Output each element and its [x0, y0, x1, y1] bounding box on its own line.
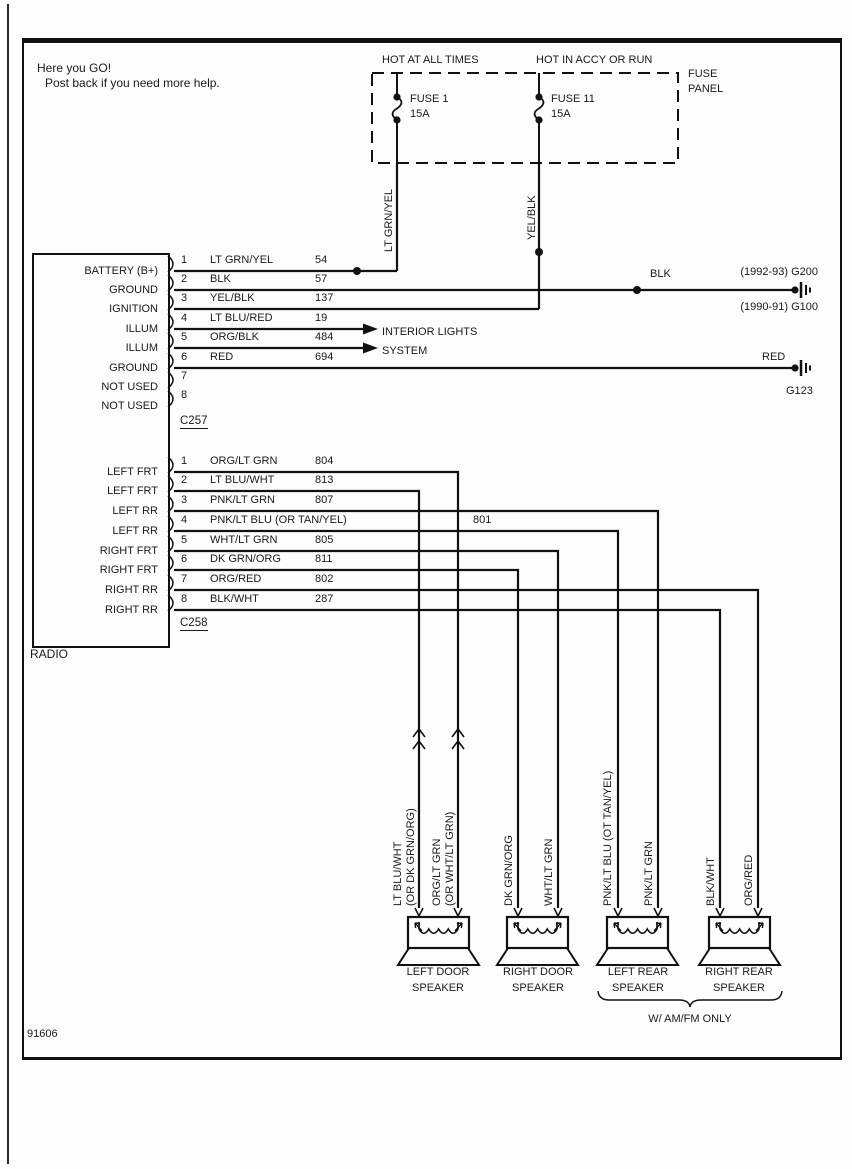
c257-pin3-circuit: 137 — [315, 292, 334, 304]
blk-wire-label: BLK — [650, 268, 671, 280]
fuse-panel-title-line1: FUSE — [688, 68, 718, 80]
note-line2: Post back if you need more help. — [45, 76, 220, 90]
speaker-left-rear-name-line2: SPEAKER — [612, 982, 664, 994]
speaker-wire-label-5: PNK/LT BLU (OT TAN/YEL) — [602, 770, 614, 906]
c258-pin4-circuit: 801 — [473, 514, 492, 526]
c257-pin4-function: ILLUM — [125, 323, 158, 335]
c257-pin6-color: RED — [210, 351, 234, 363]
speaker-right-rear-name-line1: RIGHT REAR — [705, 966, 773, 978]
speaker-wire-label-3: DK GRN/ORG — [503, 835, 515, 906]
c257-pin1-num: 1 — [181, 254, 188, 266]
c258-pin1-num: 1 — [181, 455, 188, 467]
amfm-only-note: W/ AM/FM ONLY — [648, 1013, 732, 1025]
speaker-wire-label-1 — [392, 808, 417, 906]
c257-pin2-color: BLK — [210, 273, 231, 285]
c258-pin6-circuit: 811 — [315, 553, 333, 565]
ground-g123-label: G123 — [786, 385, 813, 397]
c258-pin2-circuit: 813 — [315, 474, 334, 486]
c257-pin4-num: 4 — [181, 312, 188, 324]
c258-pin5-function: RIGHT FRT — [99, 545, 158, 557]
interior-lights-label-line1: INTERIOR LIGHTS — [382, 326, 478, 338]
c258-pin2-function: LEFT FRT — [107, 485, 158, 497]
speaker-right-door-name-line1: RIGHT DOOR — [502, 966, 574, 978]
speaker-left-door-name-line1: LEFT DOOR — [406, 966, 470, 978]
red-wire-label: RED — [762, 351, 786, 363]
c258-pin7-num: 7 — [181, 573, 188, 585]
c258-pin7-function: RIGHT RR — [105, 584, 158, 596]
c257-pin7-num: 7 — [181, 370, 188, 382]
speaker-left-door-symbol — [398, 917, 479, 965]
c258-pin4-num: 4 — [181, 514, 188, 526]
c258-pin1-function: LEFT FRT — [107, 466, 158, 478]
c257-pin7-function: NOT USED — [101, 381, 158, 393]
c258-pin6-num: 6 — [181, 553, 188, 565]
fuse1-symbol — [393, 73, 402, 163]
speaker-wire-label-8: ORG/RED — [743, 854, 755, 906]
fuse1-feed-wire-label: LT GRN/YEL — [383, 188, 395, 252]
c258-pin1-color: ORG/LT GRN — [210, 455, 278, 467]
speaker-wire-label-1-line1: LT BLU/WHT — [392, 841, 404, 906]
speaker-right-rear-name-line2: SPEAKER — [713, 982, 765, 994]
c257-pin3-color: YEL/BLK — [210, 292, 255, 304]
c257-pin6-num: 6 — [181, 351, 188, 363]
ground-g200-label: (1992-93) G200 — [740, 266, 818, 278]
c258-pin6-color: DK GRN/ORG — [210, 553, 281, 565]
c257-pin2-num: 2 — [181, 273, 188, 285]
wire-break-chevrons — [413, 729, 464, 749]
connector-c258-label: C258 — [180, 617, 208, 629]
c258-pin3-circuit: 807 — [315, 494, 334, 506]
c257-pin4-color: LT BLU/RED — [210, 312, 273, 324]
c257-pin4-circuit: 19 — [315, 312, 328, 324]
c258-pin2-color: LT BLU/WHT — [210, 474, 275, 486]
c257-pin1-circuit: 54 — [315, 254, 328, 266]
fuse11-name: FUSE 11 — [551, 93, 595, 105]
c257-pin2-function: GROUND — [109, 284, 158, 296]
c257-pin3-function: IGNITION — [109, 303, 158, 315]
speaker-wire-label-2-line2: (OR WHT/LT GRN) — [443, 811, 456, 906]
ground-g100-label: (1990-91) G100 — [740, 301, 818, 313]
speaker-left-door-name-line2: SPEAKER — [412, 982, 464, 994]
note-line1: Here you GO! — [37, 61, 112, 75]
speaker-right-door-name-line2: SPEAKER — [512, 982, 564, 994]
c257-pin3-num: 3 — [181, 292, 188, 304]
speaker-right-rear-symbol — [699, 917, 780, 965]
c257-pin5-circuit: 484 — [315, 331, 334, 343]
c257-pin6-circuit: 694 — [315, 351, 334, 363]
c258-pin5-color: WHT/LT GRN — [210, 534, 278, 546]
c257-pin5-num: 5 — [181, 331, 188, 343]
c258-pin8-color: BLK/WHT — [210, 593, 259, 605]
fuse1-name: FUSE 1 — [410, 93, 449, 105]
fuse-feed-wires — [397, 163, 543, 309]
c258-pin8-circuit: 287 — [315, 593, 334, 605]
doc-number: 91606 — [27, 1028, 58, 1040]
connector-c257-label: C257 — [180, 415, 208, 427]
fuse11-symbol — [535, 73, 544, 163]
c257-pin8-num: 8 — [181, 389, 188, 401]
c257-pin5-function: ILLUM — [125, 342, 158, 354]
c258-pin7-circuit: 802 — [315, 573, 334, 585]
c257-pin1-function: BATTERY (B+) — [84, 265, 158, 277]
speaker-right-door-symbol — [497, 917, 578, 965]
c258-pin7-color: ORG/RED — [210, 573, 262, 585]
radio-label: RADIO — [30, 647, 69, 661]
ground-g200-symbol — [791, 282, 810, 298]
c257-pin1-color: LT GRN/YEL — [210, 254, 274, 266]
speaker-entry-arrows — [415, 908, 762, 916]
c258-pin3-num: 3 — [181, 494, 188, 506]
c258-pin5-num: 5 — [181, 534, 188, 546]
c258-pin8-num: 8 — [181, 593, 188, 605]
c258-pin4-function: LEFT RR — [112, 525, 158, 537]
speaker-wire-label-2 — [431, 812, 456, 906]
ground-g123-symbol — [791, 360, 810, 376]
c257-pin2-circuit: 57 — [315, 273, 328, 285]
c258-pin3-function: LEFT RR — [112, 505, 158, 517]
c258-pin3-color: PNK/LT GRN — [210, 494, 275, 506]
interior-lights-label-line2: SYSTEM — [382, 345, 428, 357]
c258-pin1-circuit: 804 — [315, 455, 334, 467]
c258-pin2-num: 2 — [181, 474, 188, 486]
speaker-wire-label-1-line2: (OR DK GRN/ORG) — [404, 808, 417, 906]
speaker-left-rear-name-line1: LEFT REAR — [607, 966, 669, 978]
c258-pin8-function: RIGHT RR — [105, 604, 158, 616]
fuse1-rating: 15A — [410, 108, 430, 120]
speaker-wire-label-2-line1: ORG/LT GRN — [431, 838, 443, 906]
hot-in-accy-label: HOT IN ACCY OR RUN — [536, 54, 653, 66]
speaker-wire-label-4: WHT/LT GRN — [543, 838, 555, 906]
hot-at-all-times-label: HOT AT ALL TIMES — [382, 54, 479, 66]
interior-lights-arrows — [363, 324, 378, 354]
fuse11-feed-wire-label: YEL/BLK — [526, 195, 538, 240]
c258-pin6-function: RIGHT FRT — [99, 564, 158, 576]
fuse11-rating: 15A — [551, 108, 571, 120]
c258-pin4-color: PNK/LT BLU (OR TAN/YEL) — [210, 514, 347, 526]
speaker-wire-label-6: PNK/LT GRN — [643, 841, 655, 906]
c257-pin5-color: ORG/BLK — [210, 331, 259, 343]
speaker-left-rear-symbol — [597, 917, 678, 965]
c257-pin6-function: GROUND — [109, 362, 158, 374]
fuse-panel-title-line2: PANEL — [688, 83, 724, 95]
speaker-wire-label-7: BLK/WHT — [705, 857, 717, 906]
c257-pin8-function: NOT USED — [101, 400, 158, 412]
c258-pin5-circuit: 805 — [315, 534, 334, 546]
